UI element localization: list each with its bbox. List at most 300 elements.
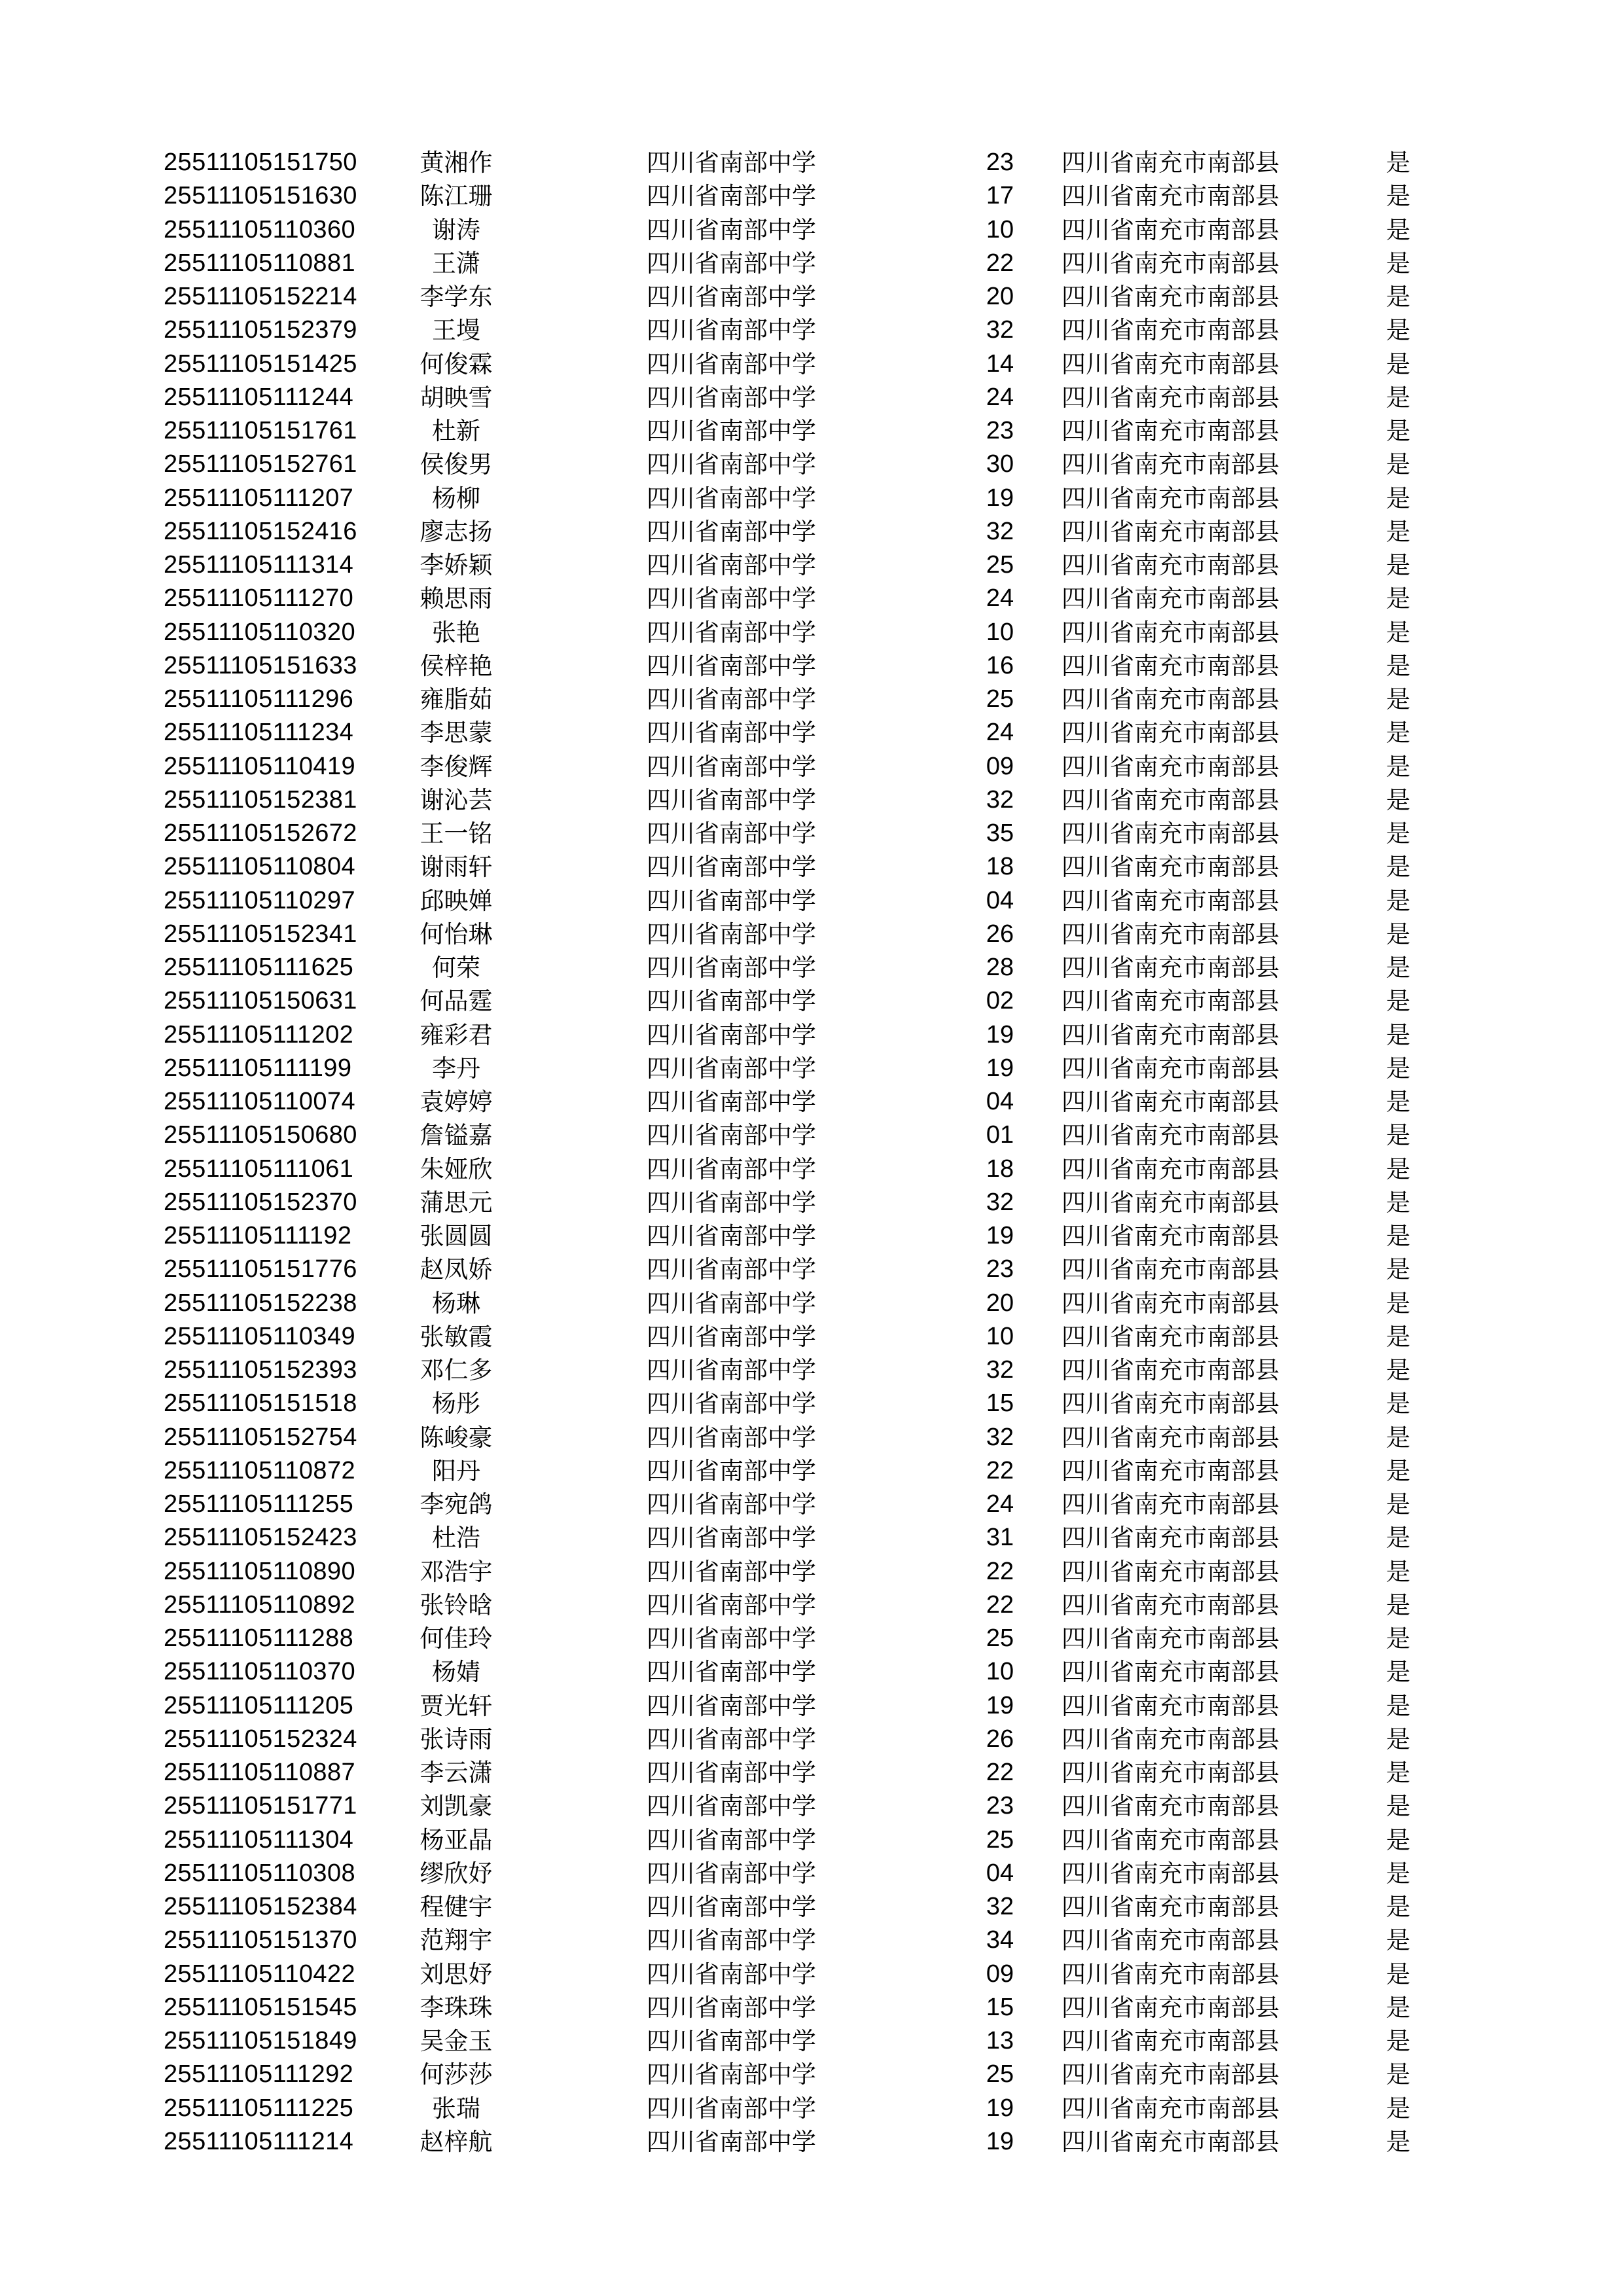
status-flag-cell: 是 bbox=[1386, 1825, 1410, 1854]
school-cell: 四川省南部中学 bbox=[647, 484, 816, 512]
table-row bbox=[0, 179, 1623, 213]
student-id-cell: 25511105151750 bbox=[164, 149, 357, 176]
student-id-cell: 25511105111304 bbox=[164, 1825, 354, 1854]
school-cell: 四川省南部中学 bbox=[647, 1020, 816, 1049]
status-flag-cell: 是 bbox=[1386, 1893, 1410, 1921]
student-name-cell: 王墁 bbox=[432, 316, 480, 345]
school-cell: 四川省南部中学 bbox=[647, 1423, 816, 1452]
status-flag-cell: 是 bbox=[1386, 886, 1410, 915]
table-row bbox=[0, 280, 1623, 314]
student-id-cell: 25511105152423 bbox=[164, 1524, 357, 1552]
student-id-cell: 25511105152238 bbox=[164, 1289, 357, 1317]
class-number-cell: 24 bbox=[986, 1490, 1014, 1518]
region-cell: 四川省南充市南部县 bbox=[1061, 785, 1279, 814]
student-id-cell: 25511105110360 bbox=[164, 215, 356, 243]
student-id-cell: 25511105110308 bbox=[164, 1859, 356, 1887]
status-flag-cell: 是 bbox=[1386, 551, 1410, 579]
student-id-cell: 25511105151518 bbox=[164, 1390, 357, 1418]
student-id-cell: 25511105110422 bbox=[164, 1960, 356, 1988]
class-number-cell: 22 bbox=[986, 1456, 1014, 1484]
school-cell: 四川省南部中学 bbox=[647, 819, 816, 848]
table-row bbox=[0, 683, 1623, 716]
student-name-cell: 雍彩君 bbox=[419, 1020, 493, 1049]
student-name-cell: 张瑞 bbox=[432, 2094, 480, 2123]
student-name-cell: 何莎莎 bbox=[419, 2060, 493, 2089]
class-number-cell: 28 bbox=[986, 954, 1014, 981]
status-flag-cell: 是 bbox=[1386, 785, 1410, 814]
class-number-cell: 32 bbox=[986, 1356, 1014, 1384]
region-cell: 四川省南充市南部县 bbox=[1061, 1054, 1279, 1083]
class-number-cell: 04 bbox=[986, 1859, 1014, 1887]
status-flag-cell: 是 bbox=[1386, 987, 1410, 1016]
school-cell: 四川省南部中学 bbox=[647, 584, 816, 613]
status-flag-cell: 是 bbox=[1386, 1188, 1410, 1217]
class-number-cell: 18 bbox=[986, 1155, 1014, 1183]
school-cell: 四川省南部中学 bbox=[647, 2060, 816, 2089]
student-id-cell: 25511105150631 bbox=[164, 987, 357, 1015]
region-cell: 四川省南充市南部县 bbox=[1061, 1255, 1279, 1284]
school-cell: 四川省南部中学 bbox=[647, 1524, 816, 1552]
region-cell: 四川省南充市南部县 bbox=[1061, 1423, 1279, 1452]
student-id-cell: 25511105111205 bbox=[164, 1691, 354, 1719]
school-cell: 四川省南部中学 bbox=[647, 1691, 816, 1720]
region-cell: 四川省南充市南部县 bbox=[1061, 1590, 1279, 1619]
student-id-cell: 25511105111202 bbox=[164, 1020, 354, 1049]
student-name-cell: 谢雨轩 bbox=[419, 853, 493, 882]
school-cell: 四川省南部中学 bbox=[647, 383, 816, 412]
region-cell: 四川省南充市南部县 bbox=[1061, 1222, 1279, 1250]
class-number-cell: 13 bbox=[986, 2027, 1014, 2054]
table-row bbox=[0, 146, 1623, 179]
table-row bbox=[0, 783, 1623, 817]
student-name-cell: 王一铭 bbox=[419, 819, 493, 848]
table-row bbox=[0, 1186, 1623, 1219]
class-number-cell: 25 bbox=[986, 685, 1014, 713]
student-id-cell: 25511105152381 bbox=[164, 785, 357, 814]
region-cell: 四川省南充市南部县 bbox=[1061, 2127, 1279, 2156]
status-flag-cell: 是 bbox=[1386, 517, 1410, 546]
class-number-cell: 26 bbox=[986, 1725, 1014, 1753]
student-name-cell: 袁婷婷 bbox=[419, 1088, 493, 1116]
student-name-cell: 李思蒙 bbox=[419, 719, 493, 747]
class-number-cell: 23 bbox=[986, 1255, 1014, 1283]
table-row bbox=[0, 1119, 1623, 1152]
student-name-cell: 张艳 bbox=[432, 618, 480, 647]
table-row bbox=[0, 1958, 1623, 1991]
status-flag-cell: 是 bbox=[1386, 1088, 1410, 1116]
region-cell: 四川省南充市南部县 bbox=[1061, 2094, 1279, 2123]
student-name-cell: 李云潇 bbox=[419, 1759, 493, 1787]
class-number-cell: 19 bbox=[986, 1054, 1014, 1082]
student-id-cell: 25511105151761 bbox=[164, 417, 357, 444]
table-row bbox=[0, 2125, 1623, 2159]
table-row bbox=[0, 482, 1623, 515]
student-id-cell: 25511105111244 bbox=[164, 383, 354, 411]
region-cell: 四川省南充市南部县 bbox=[1061, 1825, 1279, 1854]
student-id-cell: 25511105110804 bbox=[164, 853, 356, 881]
table-row bbox=[0, 381, 1623, 414]
table-row bbox=[0, 247, 1623, 280]
region-cell: 四川省南充市南部县 bbox=[1061, 1155, 1279, 1183]
region-cell: 四川省南充市南部县 bbox=[1061, 249, 1279, 278]
table-row bbox=[0, 616, 1623, 649]
student-id-cell: 25511105111296 bbox=[164, 685, 354, 713]
class-number-cell: 22 bbox=[986, 1590, 1014, 1619]
region-cell: 四川省南充市南部县 bbox=[1061, 517, 1279, 546]
student-name-cell: 何怡琳 bbox=[419, 920, 493, 948]
status-flag-cell: 是 bbox=[1386, 417, 1410, 445]
student-id-cell: 25511105110881 bbox=[164, 249, 356, 277]
school-cell: 四川省南部中学 bbox=[647, 920, 816, 948]
class-number-cell: 19 bbox=[986, 1020, 1014, 1049]
table-row bbox=[0, 1890, 1623, 1924]
school-cell: 四川省南部中学 bbox=[647, 1155, 816, 1183]
school-cell: 四川省南部中学 bbox=[647, 1322, 816, 1351]
status-flag-cell: 是 bbox=[1386, 1255, 1410, 1284]
school-cell: 四川省南部中学 bbox=[647, 2094, 816, 2123]
class-number-cell: 10 bbox=[986, 1658, 1014, 1686]
class-number-cell: 25 bbox=[986, 1825, 1014, 1854]
student-name-cell: 邓仁多 bbox=[419, 1356, 493, 1384]
student-id-cell: 25511105111255 bbox=[164, 1490, 354, 1518]
school-cell: 四川省南部中学 bbox=[647, 1356, 816, 1384]
region-cell: 四川省南充市南部县 bbox=[1061, 618, 1279, 647]
student-id-cell: 25511105151370 bbox=[164, 1926, 357, 1954]
student-id-cell: 25511105110370 bbox=[164, 1658, 356, 1686]
table-row bbox=[0, 984, 1623, 1018]
region-cell: 四川省南充市南部县 bbox=[1061, 1020, 1279, 1049]
school-cell: 四川省南部中学 bbox=[647, 1222, 816, 1250]
student-name-cell: 侯俊男 bbox=[419, 450, 493, 479]
student-id-cell: 25511105152214 bbox=[164, 283, 357, 310]
student-name-cell: 杜浩 bbox=[432, 1524, 480, 1552]
student-name-cell: 李珠珠 bbox=[419, 1993, 493, 2022]
table-row bbox=[0, 1052, 1623, 1085]
student-id-cell: 25511105110892 bbox=[164, 1590, 356, 1619]
table-row bbox=[0, 213, 1623, 247]
table-row bbox=[0, 2092, 1623, 2125]
table-row bbox=[0, 1018, 1623, 1052]
status-flag-cell: 是 bbox=[1386, 618, 1410, 647]
class-number-cell: 15 bbox=[986, 1993, 1014, 2021]
status-flag-cell: 是 bbox=[1386, 316, 1410, 345]
class-number-cell: 24 bbox=[986, 584, 1014, 613]
class-number-cell: 32 bbox=[986, 1893, 1014, 1920]
table-row bbox=[0, 1354, 1623, 1387]
school-cell: 四川省南部中学 bbox=[647, 1960, 816, 1988]
status-flag-cell: 是 bbox=[1386, 853, 1410, 882]
school-cell: 四川省南部中学 bbox=[647, 249, 816, 278]
class-number-cell: 22 bbox=[986, 1759, 1014, 1786]
school-cell: 四川省南部中学 bbox=[647, 517, 816, 546]
school-cell: 四川省南部中学 bbox=[647, 785, 816, 814]
school-cell: 四川省南部中学 bbox=[647, 1590, 816, 1619]
student-name-cell: 赵梓航 bbox=[419, 2127, 493, 2156]
region-cell: 四川省南充市南部县 bbox=[1061, 1322, 1279, 1351]
class-number-cell: 15 bbox=[986, 1390, 1014, 1418]
status-flag-cell: 是 bbox=[1386, 584, 1410, 613]
student-name-cell: 杨柳 bbox=[432, 484, 480, 512]
class-number-cell: 14 bbox=[986, 350, 1014, 378]
school-cell: 四川省南部中学 bbox=[647, 1490, 816, 1518]
status-flag-cell: 是 bbox=[1386, 1691, 1410, 1720]
class-number-cell: 09 bbox=[986, 752, 1014, 780]
status-flag-cell: 是 bbox=[1386, 1624, 1410, 1653]
class-number-cell: 24 bbox=[986, 719, 1014, 747]
status-flag-cell: 是 bbox=[1386, 1390, 1410, 1418]
status-flag-cell: 是 bbox=[1386, 450, 1410, 479]
status-flag-cell: 是 bbox=[1386, 651, 1410, 680]
school-cell: 四川省南部中学 bbox=[647, 752, 816, 781]
status-flag-cell: 是 bbox=[1386, 719, 1410, 747]
student-name-cell: 阳丹 bbox=[432, 1456, 480, 1485]
table-row bbox=[0, 1555, 1623, 1588]
region-cell: 四川省南充市南部县 bbox=[1061, 1356, 1279, 1384]
student-id-cell: 25511105152324 bbox=[164, 1725, 357, 1753]
school-cell: 四川省南部中学 bbox=[647, 1926, 816, 1955]
student-id-cell: 25511105110349 bbox=[164, 1322, 356, 1350]
class-number-cell: 10 bbox=[986, 618, 1014, 646]
table-row bbox=[0, 414, 1623, 448]
school-cell: 四川省南部中学 bbox=[647, 1188, 816, 1217]
school-cell: 四川省南部中学 bbox=[647, 316, 816, 345]
student-name-cell: 刘凯豪 bbox=[419, 1792, 493, 1821]
school-cell: 四川省南部中学 bbox=[647, 1456, 816, 1485]
status-flag-cell: 是 bbox=[1386, 350, 1410, 378]
school-cell: 四川省南部中学 bbox=[647, 350, 816, 378]
table-row bbox=[0, 1488, 1623, 1521]
region-cell: 四川省南充市南部县 bbox=[1061, 1121, 1279, 1150]
school-cell: 四川省南部中学 bbox=[647, 1893, 816, 1921]
student-id-cell: 25511105111214 bbox=[164, 2127, 354, 2155]
status-flag-cell: 是 bbox=[1386, 1960, 1410, 1988]
region-cell: 四川省南充市南部县 bbox=[1061, 149, 1279, 177]
student-id-cell: 25511105110074 bbox=[164, 1088, 356, 1115]
class-number-cell: 25 bbox=[986, 2060, 1014, 2089]
region-cell: 四川省南充市南部县 bbox=[1061, 1792, 1279, 1821]
region-cell: 四川省南充市南部县 bbox=[1061, 1456, 1279, 1485]
status-flag-cell: 是 bbox=[1386, 1121, 1410, 1150]
school-cell: 四川省南部中学 bbox=[647, 450, 816, 479]
student-id-cell: 25511105111288 bbox=[164, 1624, 354, 1652]
table-row bbox=[0, 314, 1623, 347]
table-row bbox=[0, 2024, 1623, 2058]
table-row bbox=[0, 582, 1623, 615]
student-name-cell: 杨婧 bbox=[432, 1658, 480, 1687]
region-cell: 四川省南充市南部县 bbox=[1061, 651, 1279, 680]
class-number-cell: 25 bbox=[986, 551, 1014, 579]
region-cell: 四川省南充市南部县 bbox=[1061, 1289, 1279, 1318]
region-cell: 四川省南充市南部县 bbox=[1061, 182, 1279, 211]
region-cell: 四川省南充市南部县 bbox=[1061, 417, 1279, 445]
student-name-cell: 詹镒嘉 bbox=[419, 1121, 493, 1150]
status-flag-cell: 是 bbox=[1386, 283, 1410, 311]
student-id-cell: 25511105152393 bbox=[164, 1356, 357, 1384]
table-row bbox=[0, 884, 1623, 918]
student-id-cell: 25511105111207 bbox=[164, 484, 354, 512]
student-name-cell: 李学东 bbox=[419, 283, 493, 311]
table-row bbox=[0, 1287, 1623, 1320]
status-flag-cell: 是 bbox=[1386, 1926, 1410, 1955]
student-name-cell: 廖志扬 bbox=[419, 517, 493, 546]
table-row bbox=[0, 348, 1623, 381]
table-row bbox=[0, 1454, 1623, 1488]
student-name-cell: 谢沁芸 bbox=[419, 785, 493, 814]
status-flag-cell: 是 bbox=[1386, 383, 1410, 412]
student-name-cell: 谢涛 bbox=[432, 215, 480, 244]
class-number-cell: 24 bbox=[986, 383, 1014, 411]
student-id-cell: 25511105151425 bbox=[164, 350, 357, 378]
table-row bbox=[0, 515, 1623, 548]
region-cell: 四川省南充市南部县 bbox=[1061, 987, 1279, 1016]
region-cell: 四川省南充市南部县 bbox=[1061, 1390, 1279, 1418]
student-id-cell: 25511105111225 bbox=[164, 2094, 354, 2122]
school-cell: 四川省南部中学 bbox=[647, 2027, 816, 2055]
status-flag-cell: 是 bbox=[1386, 920, 1410, 948]
class-number-cell: 23 bbox=[986, 149, 1014, 176]
school-cell: 四川省南部中学 bbox=[647, 719, 816, 747]
school-cell: 四川省南部中学 bbox=[647, 1658, 816, 1687]
student-id-cell: 25511105151545 bbox=[164, 1993, 357, 2021]
region-cell: 四川省南充市南部县 bbox=[1061, 752, 1279, 781]
student-name-cell: 程健宇 bbox=[419, 1893, 493, 1921]
school-cell: 四川省南部中学 bbox=[647, 1825, 816, 1854]
student-id-cell: 25511105152416 bbox=[164, 517, 357, 545]
student-id-cell: 25511105152370 bbox=[164, 1188, 357, 1216]
table-row bbox=[0, 1789, 1623, 1823]
student-id-cell: 25511105110297 bbox=[164, 886, 356, 914]
class-number-cell: 25 bbox=[986, 1624, 1014, 1652]
class-number-cell: 10 bbox=[986, 1322, 1014, 1350]
student-name-cell: 何品霆 bbox=[419, 987, 493, 1016]
region-cell: 四川省南充市南部县 bbox=[1061, 1960, 1279, 1988]
student-name-cell: 李丹 bbox=[432, 1054, 480, 1083]
status-flag-cell: 是 bbox=[1386, 1759, 1410, 1787]
status-flag-cell: 是 bbox=[1386, 1222, 1410, 1250]
region-cell: 四川省南充市南部县 bbox=[1061, 383, 1279, 412]
status-flag-cell: 是 bbox=[1386, 1423, 1410, 1452]
table-row bbox=[0, 1622, 1623, 1655]
region-cell: 四川省南充市南部县 bbox=[1061, 954, 1279, 982]
region-cell: 四川省南充市南部县 bbox=[1061, 1524, 1279, 1552]
school-cell: 四川省南部中学 bbox=[647, 1088, 816, 1116]
table-row bbox=[0, 1823, 1623, 1857]
school-cell: 四川省南部中学 bbox=[647, 987, 816, 1016]
class-number-cell: 09 bbox=[986, 1960, 1014, 1988]
class-number-cell: 35 bbox=[986, 819, 1014, 847]
region-cell: 四川省南充市南部县 bbox=[1061, 1557, 1279, 1586]
class-number-cell: 22 bbox=[986, 249, 1014, 277]
table-row bbox=[0, 716, 1623, 749]
class-number-cell: 31 bbox=[986, 1524, 1014, 1552]
class-number-cell: 01 bbox=[986, 1121, 1014, 1149]
student-name-cell: 何俊霖 bbox=[419, 350, 493, 378]
table-row bbox=[0, 1085, 1623, 1119]
school-cell: 四川省南部中学 bbox=[647, 651, 816, 680]
class-number-cell: 32 bbox=[986, 1188, 1014, 1216]
status-flag-cell: 是 bbox=[1386, 149, 1410, 177]
student-name-cell: 缪欣妤 bbox=[419, 1859, 493, 1888]
school-cell: 四川省南部中学 bbox=[647, 1759, 816, 1787]
student-id-cell: 25511105151849 bbox=[164, 2027, 357, 2054]
student-id-cell: 25511105152754 bbox=[164, 1423, 357, 1451]
table-row bbox=[0, 817, 1623, 850]
status-flag-cell: 是 bbox=[1386, 1322, 1410, 1351]
region-cell: 四川省南充市南部县 bbox=[1061, 1088, 1279, 1116]
table-row bbox=[0, 1387, 1623, 1420]
status-flag-cell: 是 bbox=[1386, 1859, 1410, 1888]
status-flag-cell: 是 bbox=[1386, 1490, 1410, 1518]
class-number-cell: 34 bbox=[986, 1926, 1014, 1954]
student-name-cell: 贾光轩 bbox=[419, 1691, 493, 1720]
school-cell: 四川省南部中学 bbox=[647, 417, 816, 445]
status-flag-cell: 是 bbox=[1386, 1456, 1410, 1485]
student-id-cell: 25511105152672 bbox=[164, 819, 357, 847]
school-cell: 四川省南部中学 bbox=[647, 215, 816, 244]
region-cell: 四川省南充市南部县 bbox=[1061, 450, 1279, 479]
class-number-cell: 04 bbox=[986, 886, 1014, 914]
table-row bbox=[0, 1421, 1623, 1454]
table-row bbox=[0, 548, 1623, 582]
status-flag-cell: 是 bbox=[1386, 2094, 1410, 2123]
region-cell: 四川省南充市南部县 bbox=[1061, 853, 1279, 882]
student-name-cell: 邱映婵 bbox=[419, 886, 493, 915]
school-cell: 四川省南部中学 bbox=[647, 1054, 816, 1083]
student-name-cell: 张诗雨 bbox=[419, 1725, 493, 1753]
student-name-cell: 范翔宇 bbox=[419, 1926, 493, 1955]
student-id-cell: 25511105111199 bbox=[164, 1054, 352, 1082]
status-flag-cell: 是 bbox=[1386, 1020, 1410, 1049]
table-row bbox=[0, 2058, 1623, 2091]
status-flag-cell: 是 bbox=[1386, 1524, 1410, 1552]
student-name-cell: 杜新 bbox=[432, 417, 480, 445]
student-id-cell: 25511105152761 bbox=[164, 450, 357, 478]
status-flag-cell: 是 bbox=[1386, 1054, 1410, 1083]
region-cell: 四川省南充市南部县 bbox=[1061, 719, 1279, 747]
student-id-cell: 25511105111234 bbox=[164, 719, 354, 747]
school-cell: 四川省南部中学 bbox=[647, 1725, 816, 1753]
status-flag-cell: 是 bbox=[1386, 2060, 1410, 2089]
student-id-cell: 25511105110419 bbox=[164, 752, 356, 780]
class-number-cell: 23 bbox=[986, 1792, 1014, 1820]
class-number-cell: 16 bbox=[986, 651, 1014, 679]
status-flag-cell: 是 bbox=[1386, 1792, 1410, 1821]
table-row bbox=[0, 448, 1623, 481]
school-cell: 四川省南部中学 bbox=[647, 1792, 816, 1821]
school-cell: 四川省南部中学 bbox=[647, 1121, 816, 1150]
status-flag-cell: 是 bbox=[1386, 215, 1410, 244]
class-number-cell: 19 bbox=[986, 1222, 1014, 1249]
student-name-cell: 邓浩宇 bbox=[419, 1557, 493, 1586]
region-cell: 四川省南充市南部县 bbox=[1061, 1624, 1279, 1653]
class-number-cell: 26 bbox=[986, 920, 1014, 948]
table-row bbox=[0, 1756, 1623, 1789]
status-flag-cell: 是 bbox=[1386, 819, 1410, 848]
table-row bbox=[0, 1588, 1623, 1622]
student-name-cell: 刘思妤 bbox=[419, 1960, 493, 1988]
student-id-cell: 25511105151630 bbox=[164, 182, 357, 210]
table-row bbox=[0, 1655, 1623, 1689]
class-number-cell: 19 bbox=[986, 1691, 1014, 1719]
class-number-cell: 02 bbox=[986, 987, 1014, 1015]
student-id-cell: 25511105111192 bbox=[164, 1222, 352, 1249]
student-id-cell: 25511105151776 bbox=[164, 1255, 357, 1283]
school-cell: 四川省南部中学 bbox=[647, 685, 816, 713]
table-row bbox=[0, 750, 1623, 783]
table-row bbox=[0, 1219, 1623, 1253]
region-cell: 四川省南充市南部县 bbox=[1061, 584, 1279, 613]
status-flag-cell: 是 bbox=[1386, 249, 1410, 278]
